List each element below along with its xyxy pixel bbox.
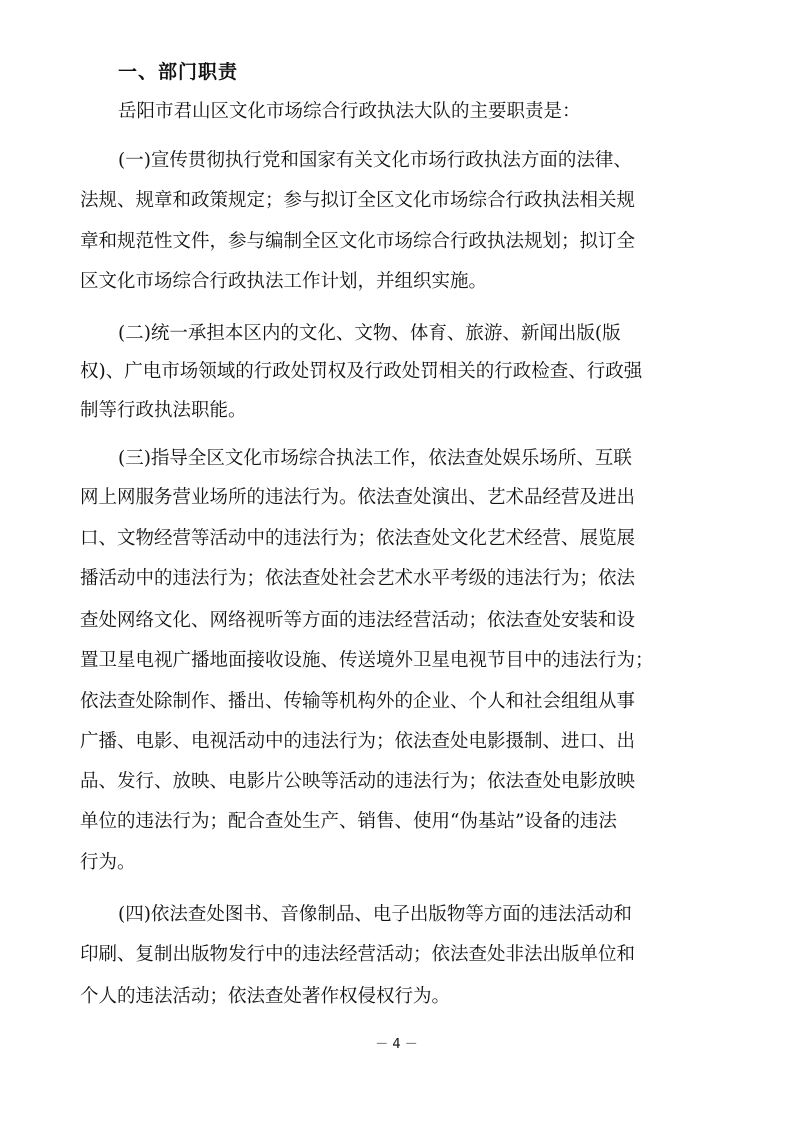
paragraph-line: 口、文物经营等活动中的违法行为；依法查处文化艺术经营、展览展 xyxy=(80,528,636,549)
paragraph-line: 章和规范性文件，参与编制全区文化市场综合行政执法规划；拟订全 xyxy=(80,231,636,252)
paragraph-line: 岳阳市君山区文化市场综合行政执法大队的主要职责是： xyxy=(118,101,581,122)
paragraph-line: 网上网服务营业场所的违法行为。依法查处演出、艺术品经营及进出 xyxy=(80,487,636,508)
paragraph-line: 单位的违法行为；配合查处生产、销售、使用“伪基站”设备的违法 xyxy=(80,811,617,832)
paragraph-line: 播活动中的违法行为；依法查处社会艺术水平考级的违法行为；依法 xyxy=(80,568,636,589)
paragraph-line: (一)宣传贯彻执行党和国家有关文化市场行政执法方面的法律、 xyxy=(118,150,632,171)
paragraph-line: 依法查处除制作、播出、传输等机构外的企业、个人和社会组组从事 xyxy=(80,691,636,712)
paragraph-line: (二)统一承担本区内的文化、文物、体育、旅游、新闻出版(版 xyxy=(118,323,621,344)
paragraph-line: 品、发行、放映、电影片公映等活动的违法行为；依法查处电影放映 xyxy=(80,771,636,792)
paragraph-line: 法规、规章和政策规定；参与拟订全区文化市场综合行政执法相关规 xyxy=(80,190,636,211)
paragraph-line: 制等行政执法职能。 xyxy=(80,400,247,421)
paragraph-line: 印刷、复制出版物发行中的违法经营活动；依法查处非法出版单位和 xyxy=(80,944,636,965)
paragraph-line: 权)、广电市场领域的行政处罚权及行政处罚相关的行政检查、行政强 xyxy=(80,361,643,382)
paragraph-line: 置卫星电视广播地面接收设施、传送境外卫星电视节目中的违法行为； xyxy=(80,650,654,671)
paragraph-line: 个人的违法活动；依法查处著作权侵权行为。 xyxy=(80,986,451,1007)
page-number: － 4 － xyxy=(375,1037,418,1052)
paragraph-line: 区文化市场综合行政执法工作计划，并组织实施。 xyxy=(80,271,488,292)
paragraph-line: (三)指导全区文化市场综合执法工作，依法查处娱乐场所、互联 xyxy=(118,448,632,469)
paragraph-line: (四)依法查处图书、音像制品、电子出版物等方面的违法活动和 xyxy=(118,904,632,925)
section-heading: 一、部门职责 xyxy=(118,61,239,83)
paragraph-line: 查处网络文化、网络视听等方面的违法经营活动；依法查处安装和设 xyxy=(80,610,636,631)
paragraph-line: 行为。 xyxy=(80,852,136,873)
paragraph-line: 广播、电影、电视活动中的违法行为；依法查处电影摄制、进口、出 xyxy=(80,731,636,752)
